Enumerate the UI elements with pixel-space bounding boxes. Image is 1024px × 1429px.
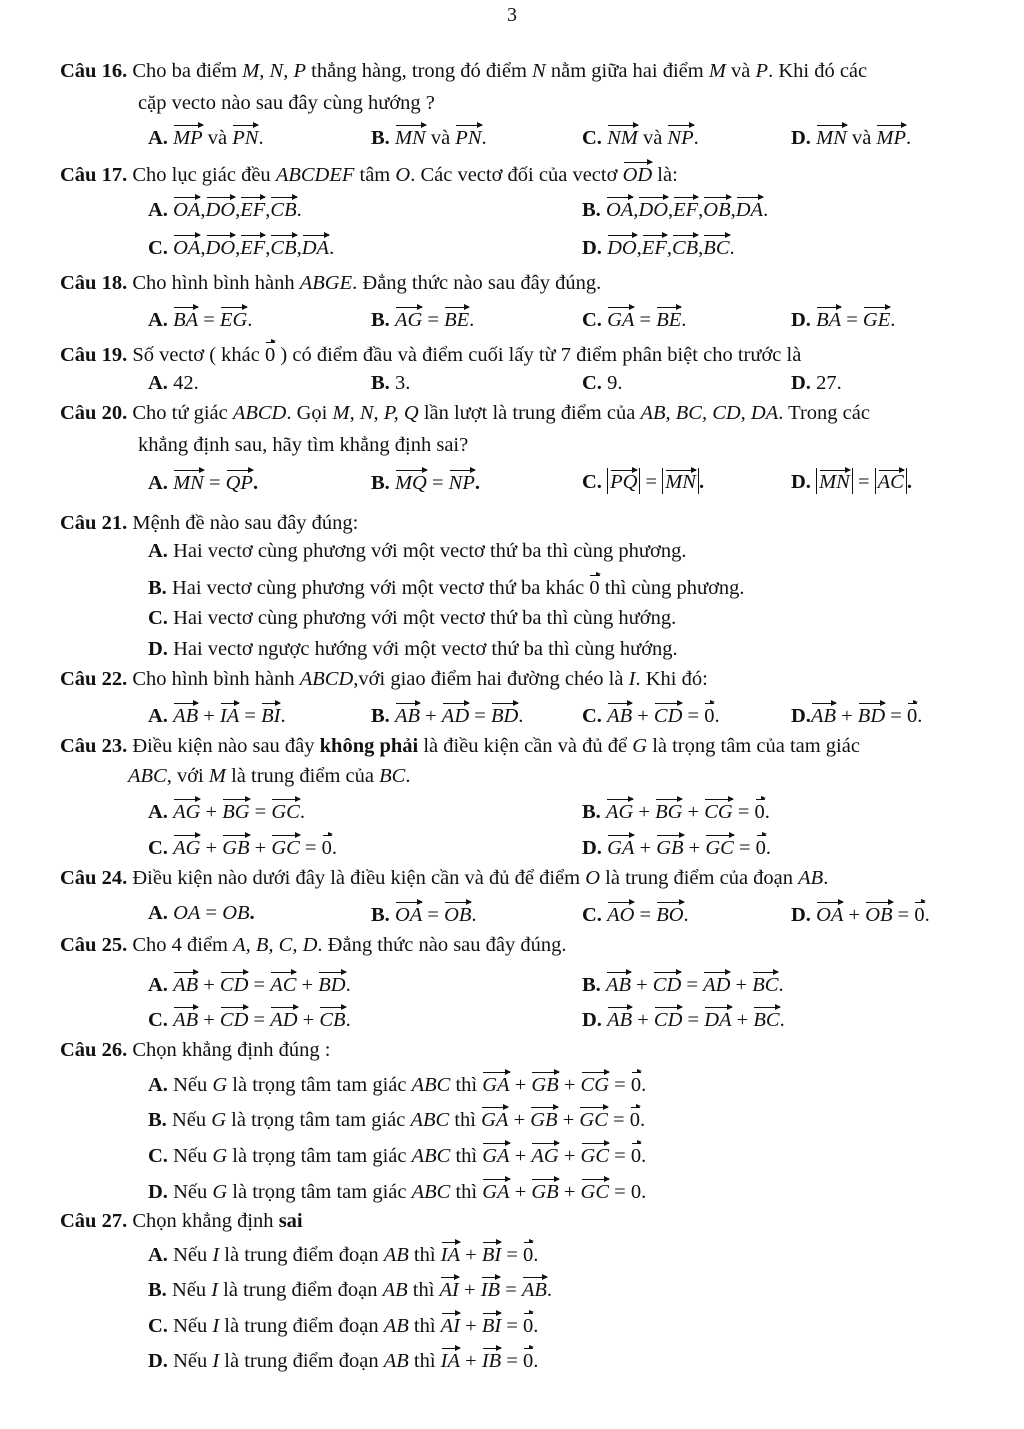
question-label: Câu 16.: [60, 60, 128, 82]
q26-option-c: C. Nếu G là trọng tâm tam giác ABC thì GA + AG + GC = 0.: [148, 1141, 646, 1169]
question-27: Câu 27. Chọn khẳng định sai: [60, 1210, 303, 1232]
q24-option-d: D. OA + OB = 0.: [791, 900, 930, 928]
q25-option-a: A. AB + CD = AC + BD.: [148, 970, 351, 998]
q18-option-c: C. GA = BE.: [582, 305, 686, 333]
q21-option-d: D. Hai vectơ ngược hướng với một vectơ thứ ba thì cùng hướng.: [148, 638, 678, 660]
q27-option-d: D. Nếu I là trung điểm đoạn AB thì IA + IB = 0.: [148, 1346, 538, 1374]
q21-option-a: A. Hai vectơ cùng phương với một vectơ thứ ba thì cùng phương.: [148, 540, 687, 562]
question-16: Câu 16. Cho ba điểm M, N, P thẳng hàng, trong đó điểm N nằm giữa hai điểm M và P. Khi đó các: [60, 60, 868, 82]
question-23: Câu 23. Điều kiện nào sau đây không phải là điều kiện cần và đủ để G là trọng tâm của tam giác: [60, 735, 860, 757]
q24-option-a: A. OA = OB.: [148, 902, 255, 924]
q25-option-d: D. AB + CD = DA + BC.: [582, 1005, 785, 1033]
q22-option-a: A. AB + IA = BI.: [148, 701, 286, 729]
q16-option-a: A. MP và PN.: [148, 123, 264, 151]
question-20-line2: khẳng định sau, hãy tìm khẳng định sai?: [138, 434, 469, 456]
question-21: Câu 21. Mệnh đề nào sau đây đúng:: [60, 512, 359, 534]
q25-option-c: C. AB + CD = AD + CB.: [148, 1005, 351, 1033]
q17-option-b: B. OA,DO,EF,OB,DA.: [582, 195, 768, 223]
q23-option-d: D. GA + GB + GC = 0.: [582, 833, 771, 861]
page-number: 3: [507, 4, 517, 26]
question-23-line2: ABC, với M là trung điểm của BC.: [128, 765, 411, 787]
q24-option-b: B. OA = OB.: [371, 900, 477, 928]
q16-option-b: B. MN và PN.: [371, 123, 487, 151]
q17-option-c: C. OA,DO,EF,CB,DA.: [148, 233, 334, 261]
q20-option-c: C. PQ = MN .: [582, 468, 704, 495]
q21-option-c: C. Hai vectơ cùng phương với một vectơ thứ ba thì cùng hướng.: [148, 607, 677, 629]
q20-option-d: D. MN = AC .: [791, 468, 912, 495]
q18-option-b: B. AG = BE.: [371, 305, 474, 333]
q26-option-b: B. Nếu G là trọng tâm tam giác ABC thì GA + GB + GC = 0.: [148, 1105, 645, 1133]
q25-option-b: B. AB + CD = AD + BC.: [582, 970, 784, 998]
q24-option-c: C. AO = BO.: [582, 900, 689, 928]
question-20: Câu 20. Cho tứ giác ABCD. Gọi M, N, P, Q lần lượt là trung điểm của AB, BC, CD, DA. Trong các: [60, 402, 870, 424]
q17-option-a: A. OA,DO,EF,CB.: [148, 195, 302, 223]
question-25: Câu 25. Cho 4 điểm A, B, C, D. Đẳng thức nào sau đây đúng.: [60, 934, 567, 956]
q19-option-b: B. 3.: [371, 372, 411, 394]
q21-option-b: B. Hai vectơ cùng phương với một vectơ thứ ba khác 0 thì cùng phương.: [148, 573, 745, 601]
q17-option-d: D. DO,EF,CB,BC.: [582, 233, 735, 261]
q22-option-b: B. AB + AD = BD.: [371, 701, 523, 729]
q20-option-b: B. MQ = NP.: [371, 468, 480, 496]
q27-option-b: B. Nếu I là trung điểm đoạn AB thì AI + IB = AB.: [148, 1275, 552, 1303]
q19-option-c: C. 9.: [582, 372, 623, 394]
q23-option-c: C. AG + GB + GC = 0.: [148, 833, 337, 861]
question-18: Câu 18. Cho hình bình hành ABGE. Đẳng thức nào sau đây đúng.: [60, 272, 602, 294]
q23-option-b: B. AG + BG + CG = 0.: [582, 797, 770, 825]
q22-option-d: D.AB + BD = 0.: [791, 701, 922, 729]
q26-option-a: A. Nếu G là trọng tâm tam giác ABC thì GA + GB + CG = 0.: [148, 1070, 646, 1098]
q19-option-d: D. 27.: [791, 372, 842, 394]
q23-option-a: A. AG + BG = GC.: [148, 797, 305, 825]
q26-option-d: D. Nếu G là trọng tâm tam giác ABC thì GA + GB + GC = 0.: [148, 1177, 646, 1205]
q16-option-c: C. NM và NP.: [582, 123, 699, 151]
q22-option-c: C. AB + CD = 0.: [582, 701, 720, 729]
q20-option-a: A. MN = QP.: [148, 468, 258, 496]
q16-option-d: D. MN và MP.: [791, 123, 911, 151]
q19-option-a: A. 42.: [148, 372, 199, 394]
question-26: Câu 26. Chọn khẳng định đúng :: [60, 1039, 331, 1061]
q27-option-a: A. Nếu I là trung điểm đoạn AB thì IA + BI = 0.: [148, 1240, 538, 1268]
question-24: Câu 24. Điều kiện nào dưới đây là điều kiện cần và đủ để điểm O là trung điểm của đoạn AB.: [60, 867, 829, 889]
question-17: Câu 17. Cho lục giác đều ABCDEF tâm O. Các vectơ đối của vectơ OD là:: [60, 160, 678, 188]
q18-option-d: D. BA = GE.: [791, 305, 895, 333]
question-19: Câu 19. Số vectơ ( khác 0 ) có điểm đầu và điểm cuối lấy từ 7 điểm phân biệt cho trước là: [60, 340, 801, 368]
q18-option-a: A. BA = EG.: [148, 305, 252, 333]
q27-option-c: C. Nếu I là trung điểm đoạn AB thì AI + BI = 0.: [148, 1311, 538, 1339]
question-22: Câu 22. Cho hình bình hành ABCD,với giao điểm hai đường chéo là I. Khi đó:: [60, 668, 708, 690]
question-16-line2: cặp vecto nào sau đây cùng hướng ?: [138, 92, 435, 114]
